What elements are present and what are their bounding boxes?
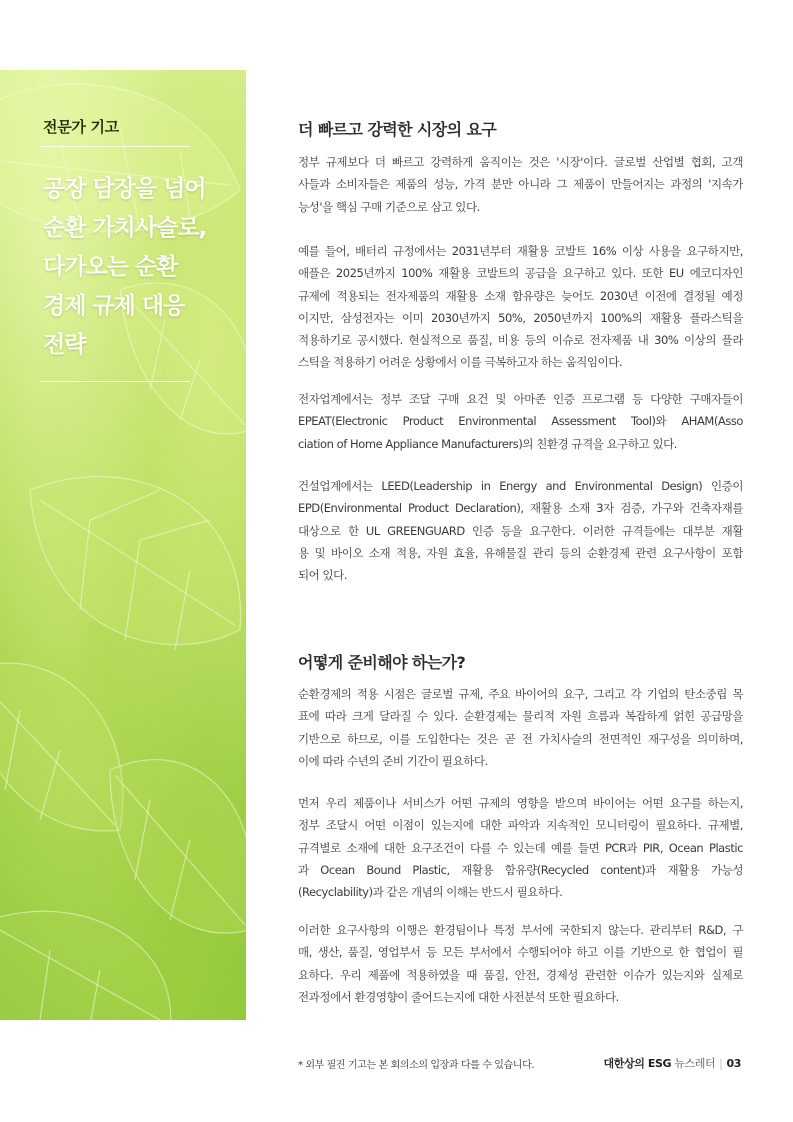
side-panel [0,70,246,1020]
text-line: 이에 따라 수년의 준비 기간이 필요하다. [298,753,488,768]
headline-line: 경제 규제 대응 [43,293,185,319]
text-line: 대상으로 한 UL GREENGUARD 인증 등을 요구한다. 이러한 규격들에는 대부분 재활 [298,523,743,538]
text-line: 이러한 요구사항의 이행은 환경팀이나 특정 부서에 국한되지 않는다. 관리부터 R&D, 구 [298,923,743,937]
text-line: 이지만, 삼성전자는 이미 2030년까지 50%, 2050년까지 100%의 재활용 플라스틱을 [298,310,743,325]
footer-brand [604,1055,741,1071]
text-line: 과 Ocean Bound Plastic, 재활용 함유량(Recycled content)과 재활용 가능성 [298,862,743,877]
newsletter-label: 뉴스레터 [674,1057,716,1070]
headline-line: 순환 가치사슬로, [43,215,207,241]
text-line: 되어 있다. [298,568,348,583]
section-title-market: 더 빠르고 강력한 시장의 요구 [298,120,497,139]
text-line: 정부 조달시 어떤 이점이 있는지에 대한 파악과 지속적인 모니터링이 필요하다. 규제별, [298,818,743,833]
section-title-prepare: 어떻게 준비해야 하는가? [298,653,466,672]
footer-separator: | [719,1057,723,1070]
paragraph [298,475,743,586]
article-category: 전문가 기고 [43,118,119,136]
paragraph [298,683,743,772]
text-line: 순환경제의 적용 시점은 글로벌 규제, 주요 바이어의 요구, 그리고 각 기업의 탄소중립 목 [298,687,743,701]
footer-disclaimer: * 외부 필진 기고는 본 회의소의 입장과 다를 수 있습니다. [298,1060,535,1071]
divider-bottom [40,381,190,382]
headline-line: 전략 [43,332,86,358]
paragraph [298,919,743,1008]
paragraph [298,240,743,374]
text-line: ciation of Home Appliance Manufacturers)의 친환경 규격을 요구하고 있다. [298,436,677,451]
text-line: (Recyclability)과 같은 개념의 이해는 반드시 필요하다. [298,885,563,900]
text-line: 예를 들어, 배터리 규정에서는 2031년부터 재활용 코발트 16% 이상 사용을 요구하지만, [298,244,743,258]
text-line: EPEAT(Electronic Product Environmental Assessment Tool)와 AHAM(Asso [298,414,743,429]
text-line: 먼저 우리 제품이나 서비스가 어떤 규제의 영향을 받으며 바이어는 어떤 요구를 하는지, [298,796,743,810]
text-line: 전과정에서 환경영향이 줄어드는지에 대한 사전분석 또한 필요하다. [298,989,619,1004]
text-line: 사들과 소비자들은 제품의 성능, 가격 분만 아니라 그 제품이 만들어지는 과정의 '지속가 [298,177,743,192]
divider-top [40,146,190,147]
page-number: 03 [726,1057,741,1070]
text-line: 기반으로 하므로, 이를 도입한다는 것은 곧 전 가치사슬의 전면적인 재구성을 의미하며, [298,731,743,746]
paragraph [298,151,743,218]
text-line: 용 및 바이오 소재 적용, 자원 효율, 유해물질 관리 등의 순환경제 관련 요구사항이 포함 [298,545,743,560]
text-line: 능성'을 핵심 구매 기준으로 삼고 있다. [298,199,480,214]
text-line: 규제에 적용되는 전자제품의 재활용 소재 함유량은 늦어도 2030년 이전에 결정될 예정 [298,288,743,303]
text-line: 건설업계에서는 LEED(Leadership in Energy and Environmental Design) 인증이 [298,479,743,493]
text-line: 스틱을 적용하기 어려운 상황에서 이를 극복하고자 하는 움직임이다. [298,355,623,370]
paragraph [298,388,743,455]
text-line: 애플은 2025년까지 100% 재활용 코발트의 공급을 요구하고 있다. 또한 EU 에코디자인 [298,266,743,281]
text-line: 매, 생산, 품질, 영업부서 등 모든 부서에서 수행되어야 하고 이를 기반으로 한 협업이 필 [298,945,743,960]
headline-line: 공장 담장을 넘어 [43,176,206,202]
text-line: 적용하기로 공시했다. 현실적으로 품질, 비용 등의 이슈로 전자제품 내 30% 이상의 플라 [298,333,743,348]
headline-line: 다가오는 순환 [43,254,178,280]
article-headline [43,170,243,365]
text-line: 요하다. 우리 제품에 적용하였을 때 품질, 안전, 경제성 관련한 이슈가 있는지와 실제로 [298,967,743,982]
text-line: EPD(Environmental Product Declaration), 재활용 소재 3자 검증, 가구와 건축자재를 [298,501,743,516]
brand-name: 대한상의 ESG [603,1057,672,1070]
text-line: 전자업계에서는 정부 조달 구매 요건 및 아마존 인증 프로그램 등 다양한 구매자들이 [298,392,743,406]
text-line: 정부 규제보다 더 빠르고 강력하게 움직이는 것은 '시장'이다. 글로벌 산업별 협회, 고객 [298,155,743,169]
text-line: 규격별로 소재에 대한 요구조건이 다를 수 있는데 예를 들면 PCR과 PIR, Ocean Plastic [298,840,743,855]
text-line: 표에 따라 크게 달라질 수 있다. 순환경제는 물리적 자원 흐름과 복잡하게 얽힌 공급망을 [298,709,743,724]
paragraph [298,792,743,903]
